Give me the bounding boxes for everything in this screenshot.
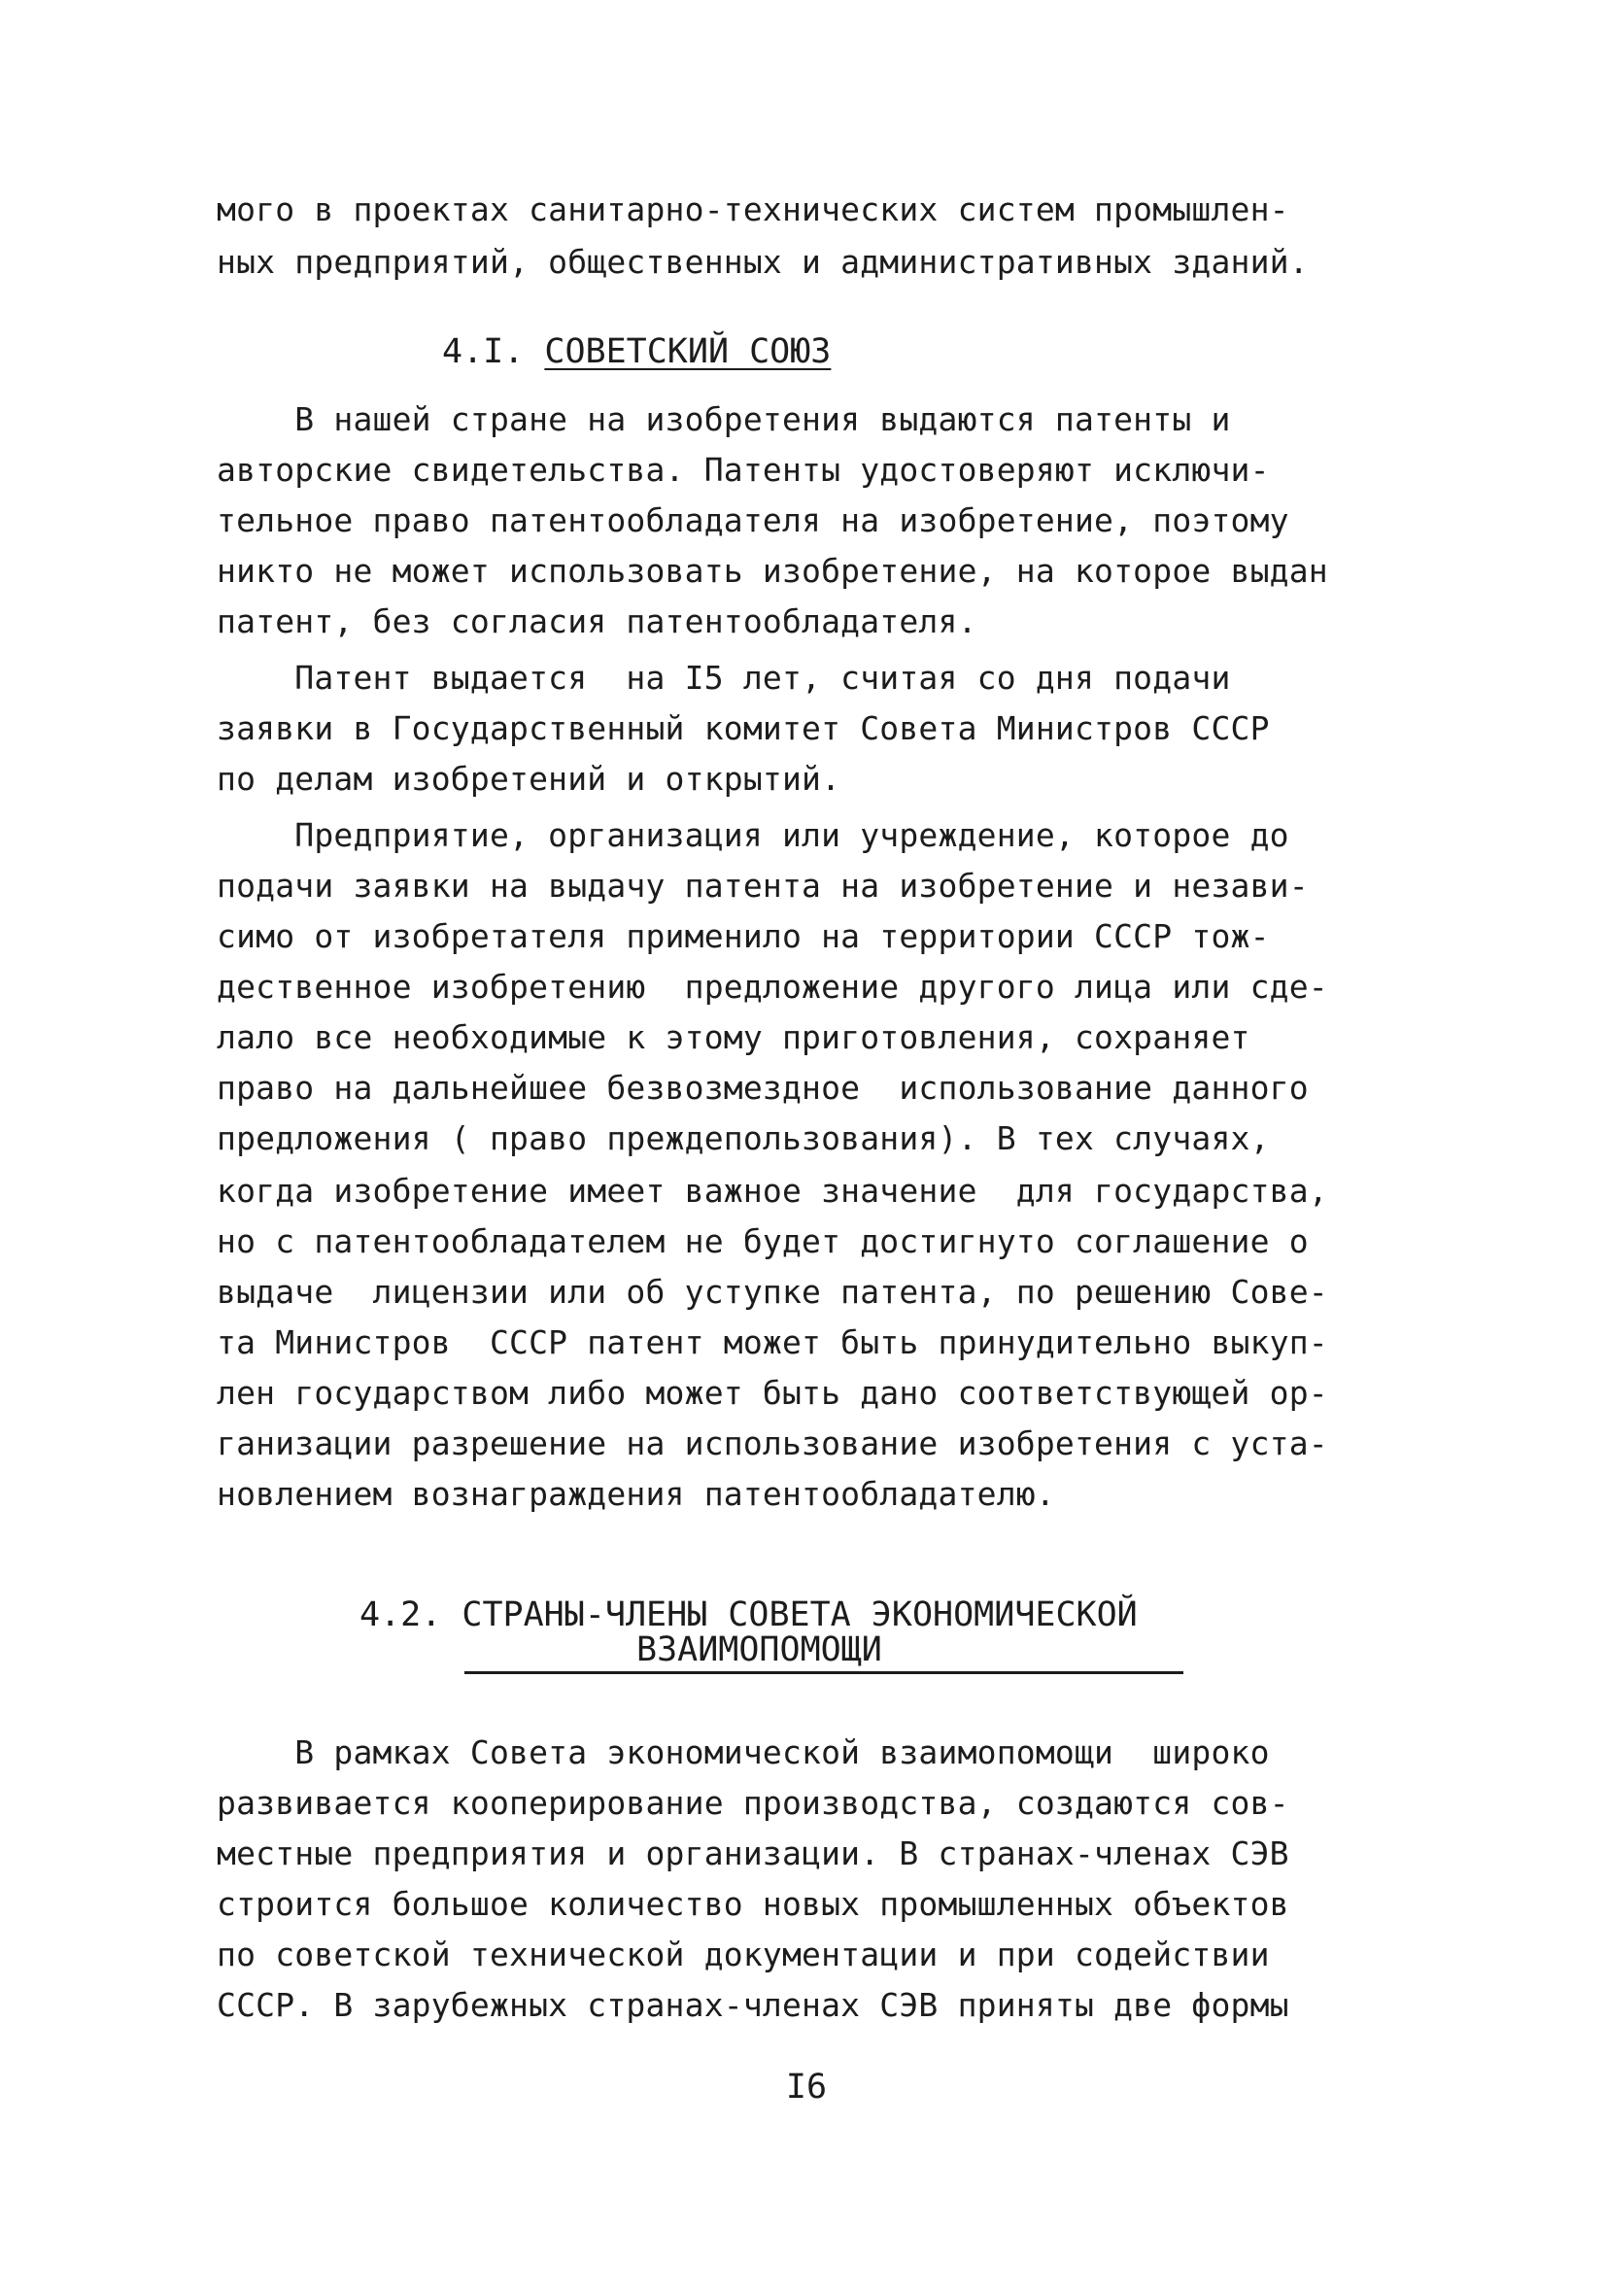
paragraph-line: но с патентообладателем не будет достигнуто соглашение о	[217, 1222, 1309, 1260]
section-heading-4-2	[359, 1595, 1138, 1634]
paragraph-line: В рамках Совета экономической взаимопомощи широко	[217, 1733, 1270, 1771]
section-title: СОВЕТСКИЙ СОЮЗ	[544, 332, 832, 371]
section-heading-4-1	[442, 332, 831, 371]
paragraph-line: СССР. В зарубежных странах-членах СЭВ приняты две формы	[217, 1986, 1289, 2024]
paragraph-line: тельное право патентообладателя на изобретение, поэтому	[217, 501, 1289, 539]
paragraph-line: предложения ( право преждепользования). В тех случаях,	[217, 1119, 1270, 1157]
paragraph-line: новлением вознаграждения патентообладателю.	[217, 1475, 1055, 1513]
intro-line: ных предприятий, общественных и административных зданий.	[217, 243, 1309, 281]
paragraph-line: подачи заявки на выдачу патента на изобретение и незави-	[217, 867, 1309, 905]
paragraph-line: по делам изобретений и открытий.	[217, 760, 841, 798]
paragraph-line: патент, без согласия патентообладателя.	[217, 602, 977, 640]
paragraph-line: по советской технической документации и при содействии	[217, 1936, 1270, 1973]
paragraph-line: В нашей стране на изобретения выдаются патенты и	[217, 400, 1231, 438]
paragraph-line: лало все необходимые к этому приготовления, сохраняет	[217, 1018, 1250, 1056]
paragraph-line: развивается кооперирование производства, создаются сов-	[217, 1784, 1289, 1822]
paragraph-line: Патент выдается на I5 лет, считая со дня подачи	[217, 659, 1231, 697]
section-number: 4.2.	[359, 1595, 442, 1634]
section-title-line1: СТРАНЫ-ЧЛЕНЫ СОВЕТА ЭКОНОМИЧЕСКОЙ	[462, 1595, 1138, 1634]
paragraph-line: дественное изобретению предложение другого лица или сде-	[217, 968, 1328, 1006]
paragraph-line: выдаче лицензии или об уступке патента, по решению Сове-	[217, 1273, 1328, 1311]
paragraph-line: Предприятие, организация или учреждение, которое до	[217, 816, 1289, 854]
section-underline	[464, 1671, 1183, 1674]
section-number: 4.I.	[442, 332, 525, 371]
paragraph-line: строится большое количество новых промышленных объектов	[217, 1885, 1289, 1923]
paragraph-line: лен государством либо может быть дано соответствующей ор-	[217, 1374, 1328, 1412]
paragraph-line: авторские свидетельства. Патенты удостоверяют исключи-	[217, 451, 1270, 489]
page-number: I6	[785, 2068, 828, 2107]
paragraph-line: никто не может использовать изобретение, на которое выдан	[217, 552, 1328, 590]
paragraph-line: ганизации разрешение на использование изобретения с уста-	[217, 1424, 1328, 1462]
paragraph-line: симо от изобретателя применило на территории СССР тож-	[217, 917, 1270, 955]
paragraph-line: та Министров СССР патент может быть принудительно выкуп-	[217, 1323, 1328, 1361]
paragraph-line: право на дальнейшее безвозмездное использование данного	[217, 1069, 1309, 1107]
paragraph-line: заявки в Государственный комитет Совета Министров СССР	[217, 709, 1270, 747]
paragraph-line: когда изобретение имеет важное значение для государства,	[217, 1172, 1328, 1210]
section-title-line2: ВЗАИМОПОМОЩИ	[636, 1630, 882, 1669]
intro-line: мого в проектах санитарно-технических систем промышлен-	[217, 190, 1289, 228]
paragraph-line: местные предприятия и организации. В странах-членах СЭВ	[217, 1834, 1289, 1872]
